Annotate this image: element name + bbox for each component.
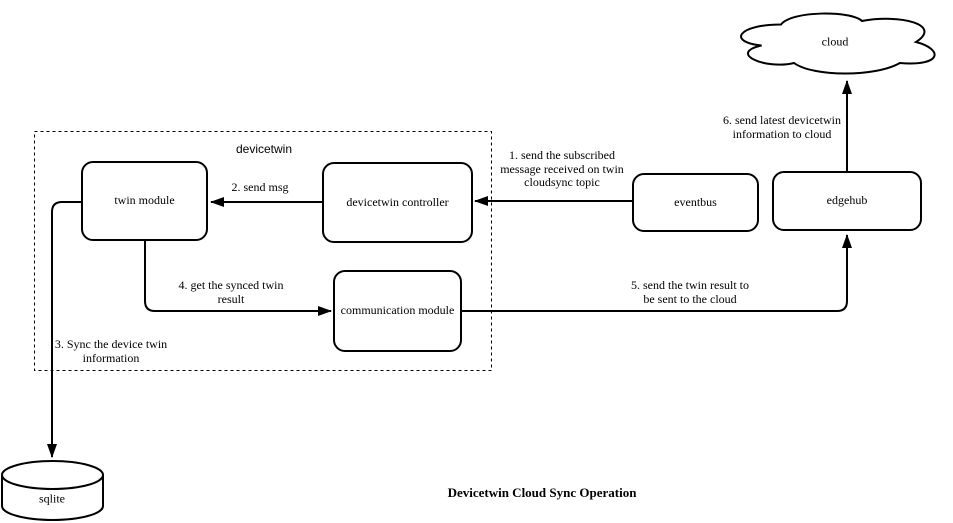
edge-6-label-line-1: 6. send latest devicetwin [723, 113, 841, 127]
database-cylinder [2, 461, 103, 520]
edge-2-label [232, 181, 289, 195]
node-edgehub [772, 171, 922, 231]
node-communication-module [333, 270, 462, 352]
edgehub-label: edgehub [826, 193, 868, 208]
sqlite-label: sqlite [39, 491, 65, 506]
twin-module-label: twin module [114, 193, 175, 208]
edge-4-label-line-2: result [217, 291, 245, 306]
edge-2-label-line-1: 2. send msg [231, 180, 289, 194]
eventbus-label: eventbus [674, 194, 717, 209]
diagram-title: Devicetwin Cloud Sync Operation [447, 485, 637, 500]
edge-5-label-line-1: 5. send the twin result to [631, 278, 749, 292]
edge-3-label [55, 338, 167, 365]
devicetwin-group-label: devicetwin [235, 142, 293, 156]
devicetwin-controller-label: devicetwin controller [346, 194, 449, 209]
cloud-label: cloud [821, 34, 849, 49]
edge-4-label [179, 279, 284, 306]
edge-3-arrow [52, 202, 81, 457]
edge-1-label-line-1: 1. send the subscribed [509, 148, 615, 162]
edge-5-label [631, 279, 749, 306]
edge-1-label-line-2: message received on twin [500, 161, 624, 176]
communication-module-label: communication module [340, 303, 455, 318]
edge-1-label [500, 149, 624, 190]
node-eventbus [632, 173, 759, 232]
edge-3-label-line-2: information [82, 350, 140, 365]
edge-5-label-line-2: be sent to the cloud [643, 291, 737, 306]
node-devicetwin-controller [322, 162, 473, 243]
edge-3-label-line-1: 3. Sync the device twin [54, 337, 168, 351]
edge-4-label-line-1: 4. get the synced twin [178, 278, 284, 292]
edge-6-label [723, 114, 841, 141]
edge-1-label-line-3: cloudsync topic [524, 175, 600, 189]
node-twin-module [81, 161, 208, 241]
edge-6-label-line-2: information to cloud [732, 126, 832, 141]
